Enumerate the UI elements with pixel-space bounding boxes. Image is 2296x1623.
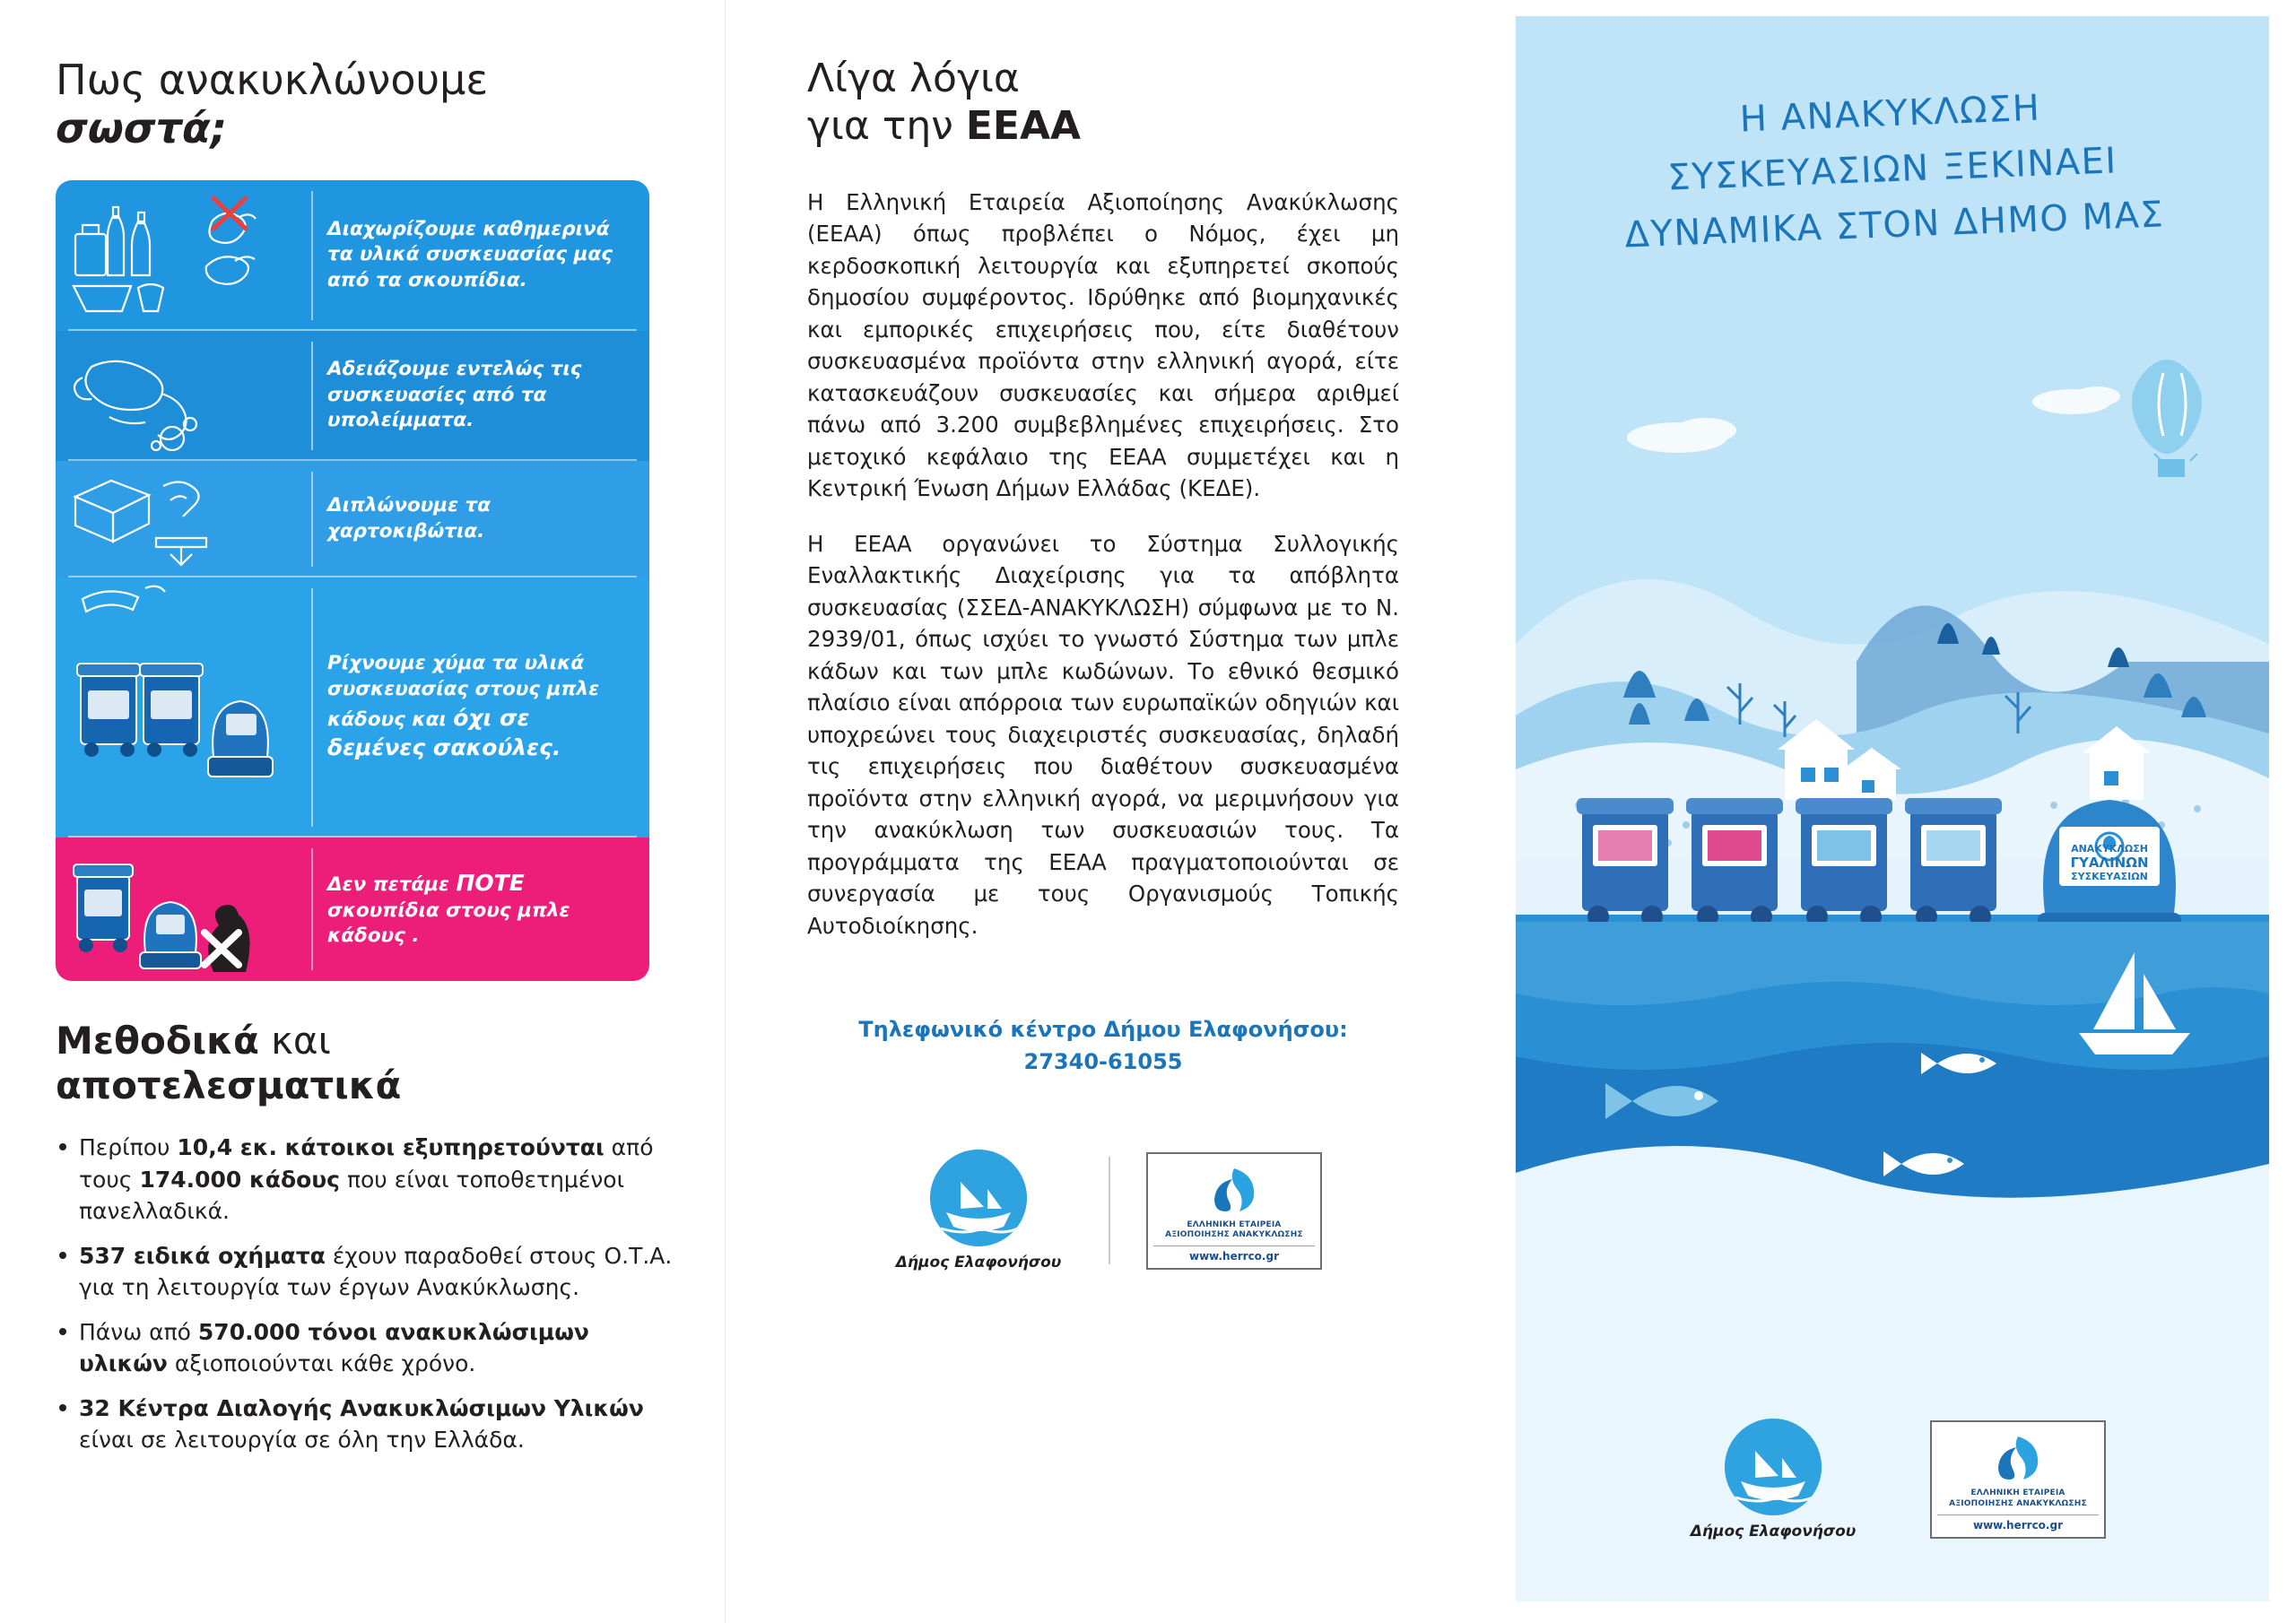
cover-title-line2: ΣΥΣΚΕΥΑΣΙΩΝ ΞΕΚΙΝΑΕΙ <box>1666 140 2118 199</box>
list-item: 32 Κέντρα Διαλογής Ανακυκλώσιμων Υλικών είναι σε λειτουργία σε όλη την Ελλάδα. <box>56 1393 683 1456</box>
list-item: Πάνω από 570.000 τόνοι ανακυκλώσιμων υλικών αξιοποιούνται κάθε χρόνο. <box>56 1316 683 1380</box>
page-title <box>56 56 683 153</box>
glass-bell-label-line1: ΑΝΑΚΥΚΛΩΣΗ <box>2071 843 2148 855</box>
section-subtitle-regular: και <box>258 1018 331 1063</box>
cover-panel <box>1516 16 2269 1601</box>
infographic-row-5 <box>56 838 649 981</box>
herrco-logo <box>1146 1152 1322 1271</box>
municipality-logo <box>884 1150 1073 1271</box>
list-item: Περίπου 10,4 εκ. κάτοικοι εξυπηρετούνται από τους 174.000 κάδους που είναι τοποθετημένοι πανελλαδικά. <box>56 1132 683 1228</box>
blue-bins-forbidden-icon <box>56 838 311 981</box>
herrco-logo <box>1930 1420 2106 1539</box>
section-subtitle-line2: αποτελεσματικά <box>56 1063 402 1107</box>
infographic-text-4 <box>311 577 649 838</box>
herrco-logo-url[interactable]: www.herrco.gr <box>1937 1515 2099 1532</box>
about-title <box>807 56 1399 151</box>
emptying-container-icon <box>56 331 311 461</box>
glass-bell-label-line2: ΓΥΑΛΙΝΩΝ <box>2070 855 2149 872</box>
page-title-line2: σωστά; <box>56 104 227 153</box>
left-column <box>56 56 683 1469</box>
section-subtitle <box>56 1019 683 1109</box>
herrco-logo-line1: ΕΛΛΗΝΙΚΗ ΕΤΑΙΡΕΙΑ <box>1187 1219 1282 1229</box>
herrco-logo-line2: ΑΞΙΟΠΟΙΗΣΗΣ ΑΝΑΚΥΚΛΩΣΗΣ <box>1949 1498 2087 1508</box>
boat-emblem-icon <box>930 1150 1027 1246</box>
boat-emblem-icon <box>1725 1419 1822 1515</box>
glass-bell-label-line3: ΣΥΣΚΕΥΑΣΙΩΝ <box>2071 871 2148 883</box>
herrco-logo-line2: ΑΞΙΟΠΟΙΗΣΗΣ ΑΝΑΚΥΚΛΩΣΗΣ <box>1165 1229 1303 1239</box>
infographic-text-5-content: Δεν πετάμε ΠΟΤΕ σκουπίδια στους μπλε κάδους . <box>327 870 570 948</box>
infographic-row-1 <box>56 180 649 331</box>
call-center-number[interactable]: 27340-61055 <box>1023 1049 1183 1075</box>
herrco-logo-line1: ΕΛΛΗΝΙΚΗ ΕΤΑΙΡΕΙΑ <box>1970 1488 2066 1498</box>
section-subtitle-bold: Μεθοδικά <box>56 1018 259 1063</box>
cover-title-line1: Η ΑΝΑΚΥΚΛΩΣΗ <box>1739 87 2042 141</box>
blue-bins-no-bags-icon <box>56 577 311 838</box>
infographic-text-3: Διπλώνουμε τα χαρτοκιβώτια. <box>327 493 491 542</box>
footer-logos <box>807 1150 1399 1271</box>
recycling-swirl-icon <box>1207 1163 1261 1217</box>
facts-list <box>56 1132 683 1456</box>
cover-title <box>1516 72 2269 267</box>
logo-divider <box>1109 1157 1110 1264</box>
call-center-label: Τηλεφωνικό κέντρο Δήμου Ελαφονήσου: <box>858 1017 1348 1043</box>
infographic-text-5 <box>311 838 649 981</box>
fold-divider <box>725 0 726 1623</box>
about-title-line1: Λίγα λόγια <box>807 56 1020 101</box>
infographic-text-4-content: Ρίχνουμε χύμα τα υλικά συσκευασίας στους μπλε κάδους και όχι σε δεμένες σακούλες. <box>327 652 600 761</box>
about-title-line2-bold: ΕΕΑΑ <box>965 102 1082 149</box>
about-paragraph-1: Η Ελληνική Εταιρεία Αξιοποίησης Ανακύκλωσης (ΕΕΑΑ) όπως προβλέπει ο Νόμος, έχει μη κερδοσκοπική λειτουργία και εξυπηρετεί σκοπούς δημοσίου συμφέροντος. Ιδρύθηκε από βιομηχανικές και εμπορικές επιχειρήσεις που, είτε διαθέτουν συσκευασμένα προϊόντα στην ελληνική αγορά, είτε κατασκευάζουν συσκευασίες και σήμερα αριθμεί πάνω από 3.200 συμβεβλημένες επιχειρήσεις. Στο μετοχικό κεφάλαιο της ΕΕΑΑ συμμετέχει και η Κεντρική Ένωση Δήμων Ελλάδας (ΚΕΔΕ). <box>807 188 1399 502</box>
recycling-swirl-icon <box>1991 1431 2045 1485</box>
folding-carton-icon <box>56 461 311 577</box>
about-paragraph-2: Η ΕΕΑΑ οργανώνει το Σύστημα Συλλογικής Εναλλακτικής Διαχείρισης για τα απόβλητα συσκευασίας (ΣΣΕΔ-ΑΝΑΚΥΚΛΩΣΗ) σύμφωνα με το Ν. 2939/01, όπως ισχύει το γνωστό Σύστημα των μπλε κάδων και των μπλε κωδώνων. Το εθνικό θεσμικό πλαίσιο είναι απόρροια των ευρωπαϊκών οδηγιών και υποχρεώνει τους διαχειριστές συσκευασίας, δηλαδή τις επιχειρήσεις που διαθέτουν συσκευασμένα προϊόντα στην ελληνική αγορά, να μεριμνήσουν για την ανακύκλωση των συσκευασιών τους. Τα προγράμματα της ΕΕΑΑ πραγματοποιούνται σε συνεργασία με τους Οργανισμούς Τοπικής Αυτοδιοίκησης. <box>807 530 1399 939</box>
herrco-logo-url[interactable]: www.herrco.gr <box>1153 1245 1315 1263</box>
call-center-block <box>807 1013 1399 1078</box>
recycling-steps-infographic <box>56 180 649 981</box>
municipality-logo-caption: Δήμος Ελαφονήσου <box>895 1254 1062 1272</box>
infographic-row-3 <box>56 461 649 577</box>
cover-footer-logos <box>1516 1419 2269 1541</box>
municipality-logo-caption: Δήμος Ελαφονήσου <box>1690 1523 1857 1541</box>
glass-bell-label <box>2059 843 2160 882</box>
cover-title-line3: ΔΥΝΑΜΙΚΑ ΣΤΟΝ ΔΗΜΟ ΜΑΣ <box>1623 194 2165 256</box>
infographic-text-1: Διαχωρίζουμε καθημερινά τα υλικά συσκευασίας μας από τα σκουπίδια. <box>327 217 613 291</box>
infographic-row-4 <box>56 577 649 838</box>
about-title-line2-regular: για την <box>807 102 966 149</box>
infographic-row-2 <box>56 331 649 461</box>
municipality-logo <box>1679 1419 1867 1541</box>
middle-column <box>807 56 1399 1271</box>
infographic-text-2: Αδειάζουμε εντελώς τις συσκευασίες από τα υπολείμματα. <box>327 358 582 432</box>
list-item: 537 ειδικά οχήματα έχουν παραδοθεί στους Ο.Τ.Α. για τη λειτουργία των έργων Ανακύκλωσης. <box>56 1240 683 1304</box>
page-title-line1: Πως ανακυκλώνουμε <box>56 56 489 104</box>
bottles-and-food-waste-icon <box>56 180 311 331</box>
